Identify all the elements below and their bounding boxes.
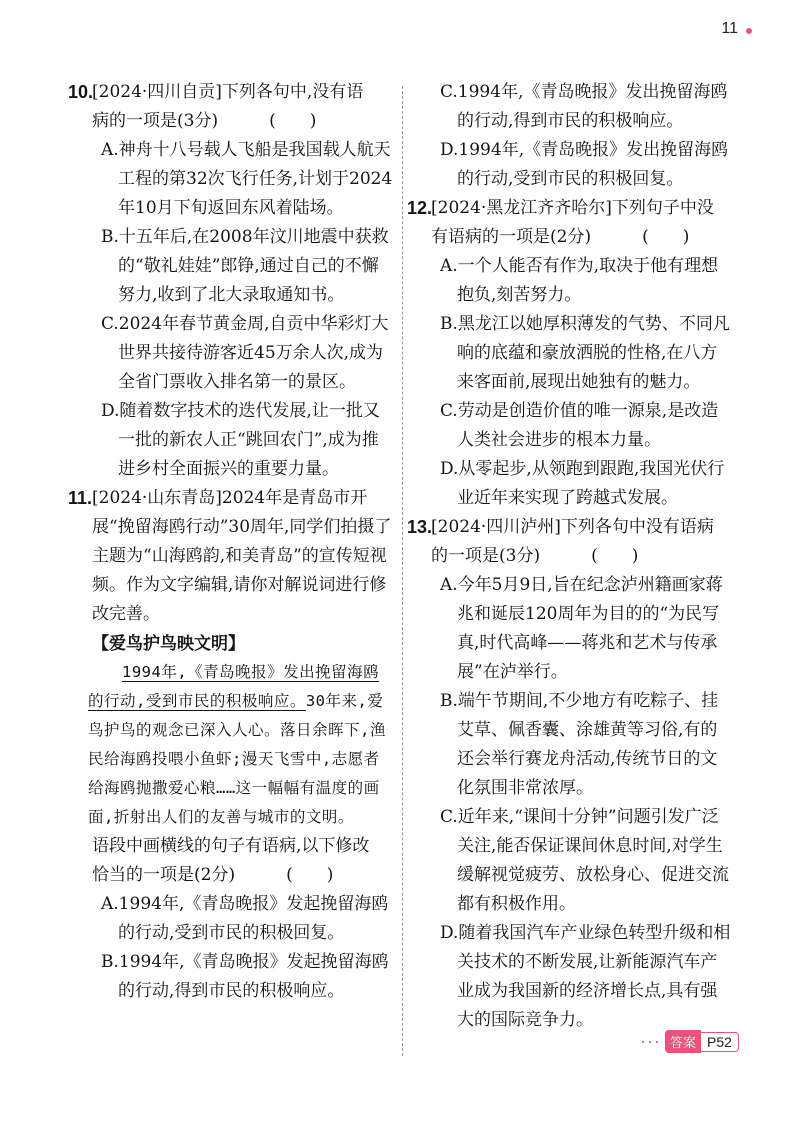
question-10 (68, 78, 394, 136)
question-11 (68, 484, 394, 629)
page-number: 11 (721, 20, 738, 37)
option-c: C.2024年春节黄金周,自贡中华彩灯大世界共接待游客近45万余人次,成为全省门票收入排名第一的景区。 (101, 314, 389, 392)
option-d: D.从零起步,从领跑到跟跑,我国光伏行业近年来实现了跨越式发展。 (440, 459, 725, 508)
question-12 (407, 194, 731, 252)
question-number: 13. (407, 517, 433, 537)
question-number: 10. (68, 82, 94, 102)
question-stem-line: [2024·黑龙江齐齐哈尔]下列句子中没 (431, 198, 714, 218)
underlined-sentence: 1994年,《青岛晚报》发出挽留海鸥的行动,受到市民的积极响应。 (88, 663, 380, 710)
option-c: C.近年来,“课间十分钟”问题引发广泛关注,能否保证课间休息时间,对学生缓解视觉疲劳、放松身心、促进交流都有积极作用。 (440, 807, 729, 914)
option-b: B.1994年,《青岛晚报》发起挽留海鸥的行动,得到市民的积极响应。 (101, 952, 389, 1001)
option-a: A.一个人能否有作为,取决于他有理想抱负,刻苦努力。 (440, 256, 719, 305)
question-number: 12. (407, 198, 433, 218)
option-b: B.端午节期间,不少地方有吃粽子、挂艾草、佩香囊、涂雄黄等习俗,有的还会举行赛龙舟活动,传统节日的文化氛围非常浓厚。 (440, 691, 719, 798)
question-stem-line: 有语病的一项是(2分) ( ) (431, 227, 690, 247)
column-divider (402, 86, 403, 1056)
right-column (407, 78, 731, 1035)
option-c: C.1994年,《青岛晚报》发出挽留海鸥的行动,得到市民的积极响应。 (440, 82, 728, 131)
page-dot-decoration (746, 28, 752, 34)
option-d: D.随着数字技术的迭代发展,让一批又一批的新农人正“跳回农门”,成为推进乡村全面振兴的重要力量。 (101, 401, 380, 479)
option-a: A.神舟十八号载人飞船是我国载人航天工程的第32次飞行任务,计划于2024年10月下旬返回东风着陆场。 (101, 140, 393, 218)
question-stem-line: 病的一项是(3分) ( ) (92, 111, 317, 131)
option-d: D.1994年,《青岛晚报》发出挽留海鸥的行动,受到市民的积极回复。 (440, 140, 729, 189)
option-d: D.随着我国汽车产业绿色转型升级和相关技术的不断发展,让新能源汽车产业成为我国新的经济增长点,具有强大的国际竞争力。 (440, 923, 731, 1030)
question-stem: [2024·山东青岛]2024年是青岛市开展“挽留海鸥行动”30周年,同学们拍摄了主题为“山海鸥韵,和美青岛”的宣传短视频。作为文字编辑,请你对解说词进行修改完善。 (92, 488, 392, 624)
option-a: A.今年5月9日,旨在纪念泸州籍画家蒋兆和诞辰120周年为目的的“为民写真,时代高峰——蒋兆和艺术与传承展”在泸举行。 (440, 575, 723, 682)
left-column (68, 78, 394, 1006)
question-13 (407, 513, 731, 571)
answer-page: P52 (701, 1032, 739, 1052)
passage (88, 658, 394, 832)
option-c: C.劳动是创造价值的唯一源泉,是改造人类社会进步的根本力量。 (440, 401, 719, 450)
question-stem-line: [2024·四川泸州]下列各句中没有语病 (431, 517, 714, 537)
question-stem-line: [2024·四川自贡]下列各句中,没有语 (92, 82, 364, 102)
question-number: 11. (68, 488, 93, 508)
question-prompt-line: 语段中画横线的句子有语病,以下修改 (92, 836, 370, 856)
passage-text: 30年来,爱鸟护鸟的观念已深入人心。落日余晖下,渔民给海鸥投喂小鱼虾;漫天飞雪中,志愿者给海鸥抛撒爱心粮……这一幅幅有温度的画面,折射出人们的友善与城市的文明。 (88, 692, 386, 826)
option-b: B.黑龙江以她厚积薄发的气势、不同凡响的底蕴和豪放洒脱的性格,在八方来客面前,展现出她独有的魅力。 (440, 314, 730, 392)
section-title: 【爱鸟护鸟映文明】 (92, 634, 245, 653)
answer-label: 答案 (665, 1030, 701, 1053)
question-prompt-line: 恰当的一项是(2分) ( ) (92, 865, 334, 885)
answer-reference (640, 1030, 739, 1053)
question-stem-line: 的一项是(3分) ( ) (431, 546, 639, 566)
dots-decoration: ··· (640, 1031, 661, 1051)
option-b: B.十五年后,在2008年汶川地震中获救的“敬礼娃娃”郎铮,通过自己的不懈努力,收到了北大录取通知书。 (101, 227, 389, 305)
option-a: A.1994年,《青岛晚报》发起挽留海鸥的行动,受到市民的积极回复。 (101, 894, 389, 943)
